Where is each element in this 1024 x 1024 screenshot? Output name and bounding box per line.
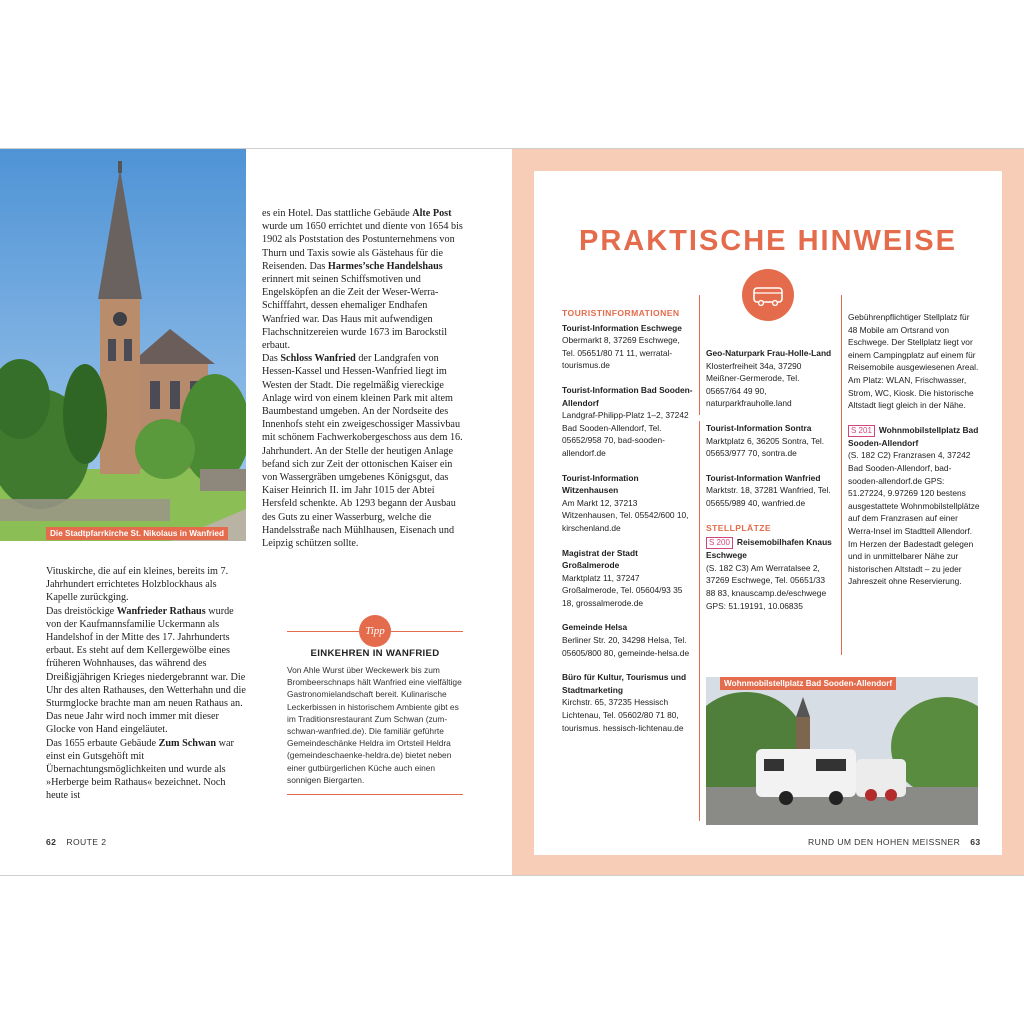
tip-box [287, 625, 463, 795]
divider-right [841, 295, 842, 655]
footer-left [46, 837, 106, 847]
s200-description: Gebührenpflichtiger Stellplatz für 48 Mobile am Ortsrand von Eschwege. Der Stellplatz liegt vor einem Campingplatz auf einem für Reisemobile ausgewiesenen Areal. Am Platz: WLAN, Frischwasser, Strom, WC, Kiosk. Die historische Altstadt liegt gleich in der Nähe. [848, 312, 979, 411]
paragraph-schwan: Das 1655 erbaute Gebäude Zum Schwan war einst ein Gutsgehöft mit Übernachtungsmöglichkeiten und wurde als »Herberge beim Rathaus« bezeichnet. Noch heute ist [46, 737, 234, 802]
footer-region: RUND UM DEN HOHEN MEISSNER [808, 837, 961, 847]
church-caption: Die Stadtpfarrkirche St. Nikolaus in Wanfried [46, 527, 228, 540]
footer-route: ROUTE 2 [66, 837, 107, 847]
stellplatz-column [848, 311, 980, 600]
church-photo [0, 149, 246, 541]
entry-s200: S 200 Reisemobilhafen Knaus Eschwege (S. 182 C3) Am Werratalsee 2, 37269 Eschwege, Tel. 05651/33 88 83, knauscamp.de/eschwege GPS: 51.19191, 10.06835 [706, 537, 832, 611]
page-number-left: 62 [46, 837, 57, 847]
tip-badge: Tipp [359, 615, 391, 647]
s200-badge: S 200 [706, 537, 733, 549]
paragraph-alte-post: es ein Hotel. Das stattliche Gebäude Alte Post wurde um 1650 errichtet und diente von 1654 bis 1902 als Poststation des Postunternehmens von Thurn und Taxis sowie als Gästehaus für die Reisenden. Das Harmes’sche Handelshaus erinnert mit seinen Schiffsmotiven und Engelsköpfen an die Zeit der Weser-Werra-Schifffahrt, dessen ehemaliger Endhafen Wanfried war. Das Haus mit aufwendigen Flachschnitzereien wurde 1673 im Barockstil erbaut. [262, 208, 463, 352]
naturpark-column [706, 347, 834, 624]
entry-bad-sooden: Tourist-Information Bad Sooden-Allendorf Landgraf-Philipp-Platz 1–2, 37242 Bad Sooden-Allendorf, Tel. 05652/958 70, bad-sooden-allendorf.de [562, 384, 693, 458]
entry-frau-holle: Geo-Naturpark Frau-Holle-Land Klosterfreiheit 34a, 37290 Meißner-Germerode, Tel. 05657/64 49 90, naturparkfrauholle.land [706, 348, 832, 409]
footer-right [808, 837, 991, 847]
campsite-photo [706, 677, 978, 825]
book-spread [0, 148, 1024, 876]
page-title: PRAKTISCHE HINWEISE [579, 225, 957, 257]
divider-left-top [699, 295, 700, 415]
section-touristinfo: TOURISTINFORMATIONEN [562, 308, 680, 318]
divider-left [699, 421, 700, 821]
section-stellplaetze: STELLPLÄTZE [706, 522, 772, 533]
left-page [0, 149, 512, 875]
entry-wanfried: Tourist-Information Wanfried Marktstr. 18, 37281 Wanfried, Tel. 05655/989 40, wanfried.de [706, 472, 831, 508]
tip-title: EINKEHREN IN WANFRIED [310, 648, 440, 659]
entry-witzenhausen: Tourist-Information Witzenhausen Am Markt 12, 37213 Witzenhausen, Tel. 05542/600 10, kirschenland.de [562, 472, 689, 533]
touristinfo-column [562, 307, 694, 746]
entry-eschwege: Tourist-Information Eschwege Obermarkt 8, 37269 Eschwege, Tel. 05651/80 71 11, werratal-tourismus.de [562, 322, 682, 371]
s201-badge: S 201 [848, 425, 875, 437]
entry-helsa: Gemeinde Helsa Berliner Str. 20, 34298 Helsa, Tel. 05605/800 80, gemeinde-helsa.de [562, 622, 690, 658]
entry-hessisch-lichtenau: Büro für Kultur, Tourismus und Stadtmarketing Kirchstr. 65, 37235 Hessisch Lichtenau, Tel. 05602/80 71 80, tourismus. hessisch-lichtenau.de [562, 672, 687, 733]
text-column-left [46, 565, 248, 803]
entry-sontra: Tourist-Information Sontra Marktplatz 6, 36205 Sontra, Tel. 05653/977 70, sontra.de [706, 422, 825, 459]
paragraph-rathaus: Das dreistöckige Wanfrieder Rathaus wurde von der Kaufmannsfamilie Uckermann als Handelshof in der Mitte des 17. Jahrhunderts erbaut. Es steht auf dem Kellergewölbe eines früheren Wohnhauses, das während des Dreißigjährigen Krieges niedergebrannt war. Die Uhr des alten Rathauses, den Wetterhahn und die Sturmglocke brachte man am neuen Rathaus an. Das neue Jahr wird noch immer mit dieser Glocke von Hand eingeläutet. [46, 605, 246, 736]
entry-s201: S 201 Wohnmobilstellplatz Bad Sooden-Allendorf (S. 182 C2) Franzrasen 4, 37242 Bad Sooden-Allendorf, bad-sooden-allendorf.de GPS: 51.27224, 9.97269 120 bestens ausgestattete Wohnmobilstellplätze auf dem Franzrasen auf einer Werra-Insel im Stadtteil Allendorf. Im Herzen der Badestadt gelegen und in unmittelbarer Nähe zur historischen Altstadt – zu jeder Jahreszeit ohne Reservierung. [848, 424, 980, 587]
tip-text: Von Ahle Wurst über Weckewerk bis zum Brombeerschnaps hält Wanfried eine vielfältige Gastronomielandschaft bereit. Kulinarische Leckerbissen in historischem Ambiente gibt es im Traditionsrestaurant Zum Schwan (zum-schwan-wanfried.de). Die familiär geführte Gemeindeschänke Heldra im Ortsteil Heldra (gemeindeschaenke-heldra.de) bietet neben einer gutbürgerlichen Küche auch einen sonnigen Biergarten. [287, 665, 462, 785]
camper-van-icon [742, 269, 794, 321]
entry-grossalmerode: Magistrat der Stadt Großalmerode Marktplatz 11, 37247 Großalmerode, Tel. 05604/93 35 18, grossalmerode.de [562, 547, 683, 608]
paragraph-schloss: Das Schloss Wanfried der Landgrafen von Hessen-Kassel und Hessen-Wanfried liegt im Westen der Stadt. Die regelmäßig viereckige Anlage wird von einem kleinen Park mit altem Baumbestand umgeben. An der Nordseite des Innenhofs steht ein zweigeschossiger Massivbau mit schönem Fachwerkobergeschoss aus dem 16. Jahrhundert. An der Stelle der heutigen Anlage befand sich zur Zeit der ottonischen Kaiser ein von Wassergräben umgebenes Königsgut, das Kaiser Heinrich II. im Jahr 1015 der Abtei Hersfeld schenkte. Ab 1293 begann der Ausbau des Guts zu einer Wasserburg, welche die Handelsstraße nach Mühlhausen, Eisenach und Leipzig schützen sollte. [262, 353, 463, 550]
campsite-caption: Wohnmobilstellplatz Bad Sooden-Allendorf [720, 677, 896, 690]
page-number-right: 63 [970, 837, 981, 847]
right-page [512, 149, 1024, 875]
info-card [534, 171, 1002, 855]
text-column-right [262, 207, 464, 550]
paragraph-vituskirche: Vituskirche, die auf ein kleines, bereits im 7. Jahrhundert errichtetes Holzblockhaus als Kapelle zurückging. [46, 566, 229, 604]
